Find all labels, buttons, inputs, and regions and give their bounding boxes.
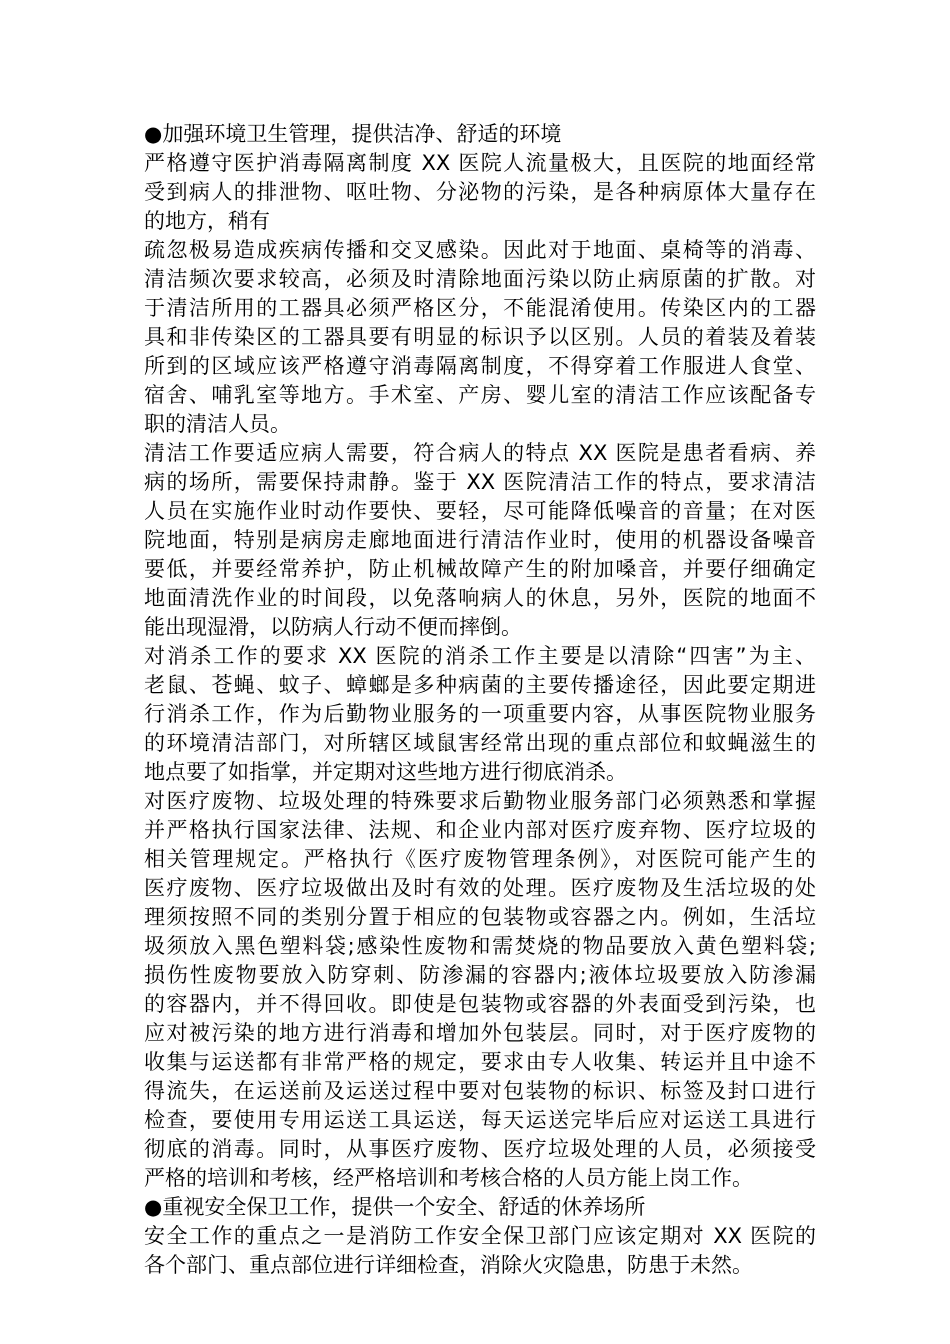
text-line: 清洁工作要适应病人需要，符合病人的特点 XX 医院是患者看病、养 <box>144 441 816 465</box>
text-line: 病的场所，需要保持肃静。鉴于 XX 医院清洁工作的特点，要求清洁 <box>144 470 816 494</box>
text-line: 并严格执行国家法律、法规、和企业内部对医疗废弃物、医疗垃圾的 <box>144 818 816 842</box>
body-paragraph <box>144 1222 816 1280</box>
text-line: 于清洁所用的工器具必须严格区分，不能混淆使用。传染区内的工器 <box>144 296 816 320</box>
text-line: 相关管理规定。严格执行《医疗废物管理条例》，对医院可能产生的 <box>144 847 816 871</box>
text-line: 损伤性废物要放入防穿刺、防渗漏的容器内;液体垃圾要放入防渗漏 <box>144 963 816 987</box>
text-line: 职的清洁人员。 <box>144 412 291 436</box>
text-line: 严格遵守医护消毒隔离制度 XX 医院人流量极大，且医院的地面经常 <box>144 151 816 175</box>
text-line: 地面清洗作业的时间段，以免落响病人的休息，另外，医院的地面不 <box>144 586 816 610</box>
section-heading <box>144 1193 816 1222</box>
text-line: 的地方，稍有 <box>144 209 270 233</box>
text-line: 安全工作的重点之一是消防工作安全保卫部门应该定期对 XX 医院的 <box>144 1224 816 1248</box>
text-line: 疏忽极易造成疾病传播和交叉感染。因此对于地面、桌椅等的消毒、 <box>144 238 816 262</box>
body-paragraph <box>144 787 816 1193</box>
text-line: ●重视安全保卫工作，提供一个安全、舒适的休养场所 <box>144 1195 646 1219</box>
text-line: 院地面，特别是病房走廊地面进行清洁作业时，使用的机器设备噪音 <box>144 528 816 552</box>
text-line: 得流失，在运送前及运送过程中要对包装物的标识、标签及封口进行 <box>144 1079 816 1103</box>
text-line: 受到病人的排泄物、呕吐物、分泌物的污染，是各种病原体大量存在 <box>144 180 816 204</box>
document-page <box>144 120 816 1280</box>
text-line: 地点要了如指掌，并定期对这些地方进行彻底消杀。 <box>144 760 627 784</box>
text-line: 人员在实施作业时动作要快、要轻，尽可能降低噪音的音量；在对医 <box>144 499 816 523</box>
text-line: 彻底的消毒。同时，从事医疗废物、医疗垃圾处理的人员，必须接受 <box>144 1137 816 1161</box>
body-paragraph <box>144 236 816 439</box>
text-line: 的容器内，并不得回收。即使是包装物或容器的外表面受到污染，也 <box>144 992 816 1016</box>
text-line: 理须按照不同的类别分置于相应的包装物或容器之内。例如，生活垃 <box>144 905 816 929</box>
text-line: 老鼠、苍蝇、蚊子、蟑螂是多种病菌的主要传播途径，因此要定期进 <box>144 673 816 697</box>
text-line: 严格的培训和考核，经严格培训和考核合格的人员方能上岗工作。 <box>144 1166 753 1190</box>
text-line: 具和非传染区的工器具要有明显的标识予以区别。人员的着装及着装 <box>144 325 816 349</box>
text-line: 各个部门、重点部位进行详细检查，消除火灾隐患，防患于未然。 <box>144 1253 753 1277</box>
text-line: 能出现湿滑，以防病人行动不便而摔倒。 <box>144 615 522 639</box>
text-line: 宿舍、哺乳室等地方。手术室、产房、婴儿室的清洁工作应该配备专 <box>144 383 816 407</box>
text-line: 要低，并要经常养护，防止机械故障产生的附加嗓音，并要仔细确定 <box>144 557 816 581</box>
text-line: 对医疗废物、垃圾处理的特殊要求后勤物业服务部门必须熟悉和掌握 <box>144 789 816 813</box>
text-line: 收集与运送都有非常严格的规定，要求由专人收集、转运并且中途不 <box>144 1050 816 1074</box>
text-line: 行消杀工作，作为后勤物业服务的一项重要内容，从事医院物业服务 <box>144 702 816 726</box>
text-line: 所到的区域应该严格遵守消毒隔离制度，不得穿着工作服进人食堂、 <box>144 354 816 378</box>
text-line: 圾须放入黑色塑料袋;感染性废物和需焚烧的物品要放入黄色塑料袋; <box>144 934 816 958</box>
section-heading <box>144 120 816 149</box>
body-paragraph <box>144 439 816 642</box>
body-paragraph <box>144 642 816 787</box>
text-line: 清洁频次要求较高，必须及时清除地面污染以防止病原菌的扩散。对 <box>144 267 816 291</box>
text-line: 检查，要使用专用运送工具运送，每天运送完毕后应对运送工具进行 <box>144 1108 816 1132</box>
text-line: 应对被污染的地方进行消毒和增加外包装层。同时，对于医疗废物的 <box>144 1021 816 1045</box>
body-paragraph <box>144 149 816 236</box>
text-line: 的环境清洁部门，对所辖区域鼠害经常出现的重点部位和蚊蝇滋生的 <box>144 731 816 755</box>
text-line: 对消杀工作的要求 XX 医院的消杀工作主要是以清除“四害”为主、 <box>144 644 816 668</box>
text-line: ●加强环境卫生管理，提供洁净、舒适的环境 <box>144 122 562 146</box>
text-line: 医疗废物、医疗垃圾做出及时有效的处理。医疗废物及生活垃圾的处 <box>144 876 816 900</box>
